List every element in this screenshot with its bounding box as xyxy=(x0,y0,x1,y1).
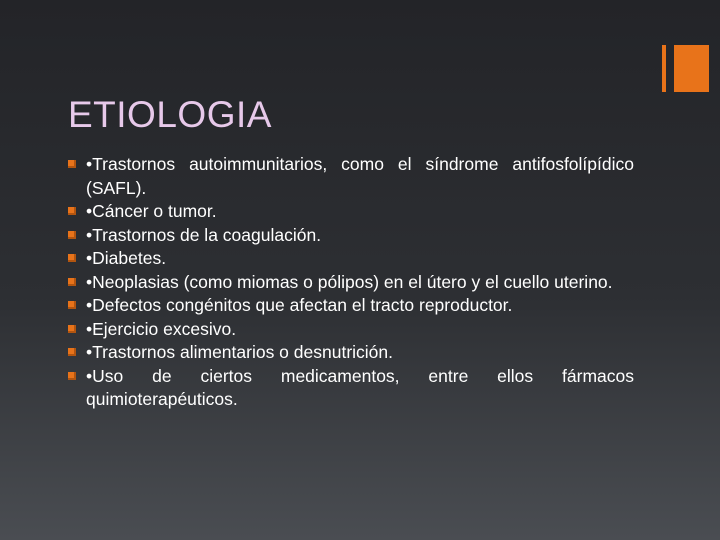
square-bullet-icon xyxy=(68,372,76,380)
list-item xyxy=(68,365,634,412)
bullet-text: •Diabetes. xyxy=(86,248,167,268)
list-item xyxy=(68,318,634,342)
list-item xyxy=(68,271,634,295)
list-item xyxy=(68,224,634,248)
accent-bar xyxy=(662,45,666,92)
square-bullet-icon xyxy=(68,160,76,168)
list-item xyxy=(68,200,634,224)
bullet-text: •Defectos congénitos que afectan el tracto reproductor. xyxy=(86,295,513,315)
square-bullet-icon xyxy=(68,231,76,239)
bullet-text: •Cáncer o tumor. xyxy=(86,201,217,221)
list-item xyxy=(68,153,634,200)
bullet-text: •Trastornos autoimmunitarios, como el síndrome antifosfolípídico (SAFL). xyxy=(86,154,634,198)
square-bullet-icon xyxy=(68,325,76,333)
bullet-text: •Ejercicio excesivo. xyxy=(86,318,237,339)
slide-title: ETIOLOGIA xyxy=(68,94,272,135)
bullet-text: •Trastornos de la coagulación. xyxy=(86,224,322,245)
square-bullet-icon xyxy=(68,278,76,286)
bullet-list xyxy=(68,153,634,412)
list-item xyxy=(68,341,634,365)
square-bullet-icon xyxy=(68,254,76,262)
list-item xyxy=(68,294,634,318)
list-item xyxy=(68,247,634,271)
square-bullet-icon xyxy=(68,348,76,356)
bullet-text: •Trastornos alimentarios o desnutrición. xyxy=(86,342,394,362)
square-bullet-icon xyxy=(68,207,76,215)
square-bullet-icon xyxy=(68,301,76,309)
bullet-text: •Neoplasias (como miomas o pólipos) en el útero y el cuello uterino. xyxy=(86,271,613,292)
bullet-text: •Uso de ciertos medicamentos, entre ellos fármacos quimioterapéuticos. xyxy=(86,365,634,409)
accent-block xyxy=(674,45,709,92)
